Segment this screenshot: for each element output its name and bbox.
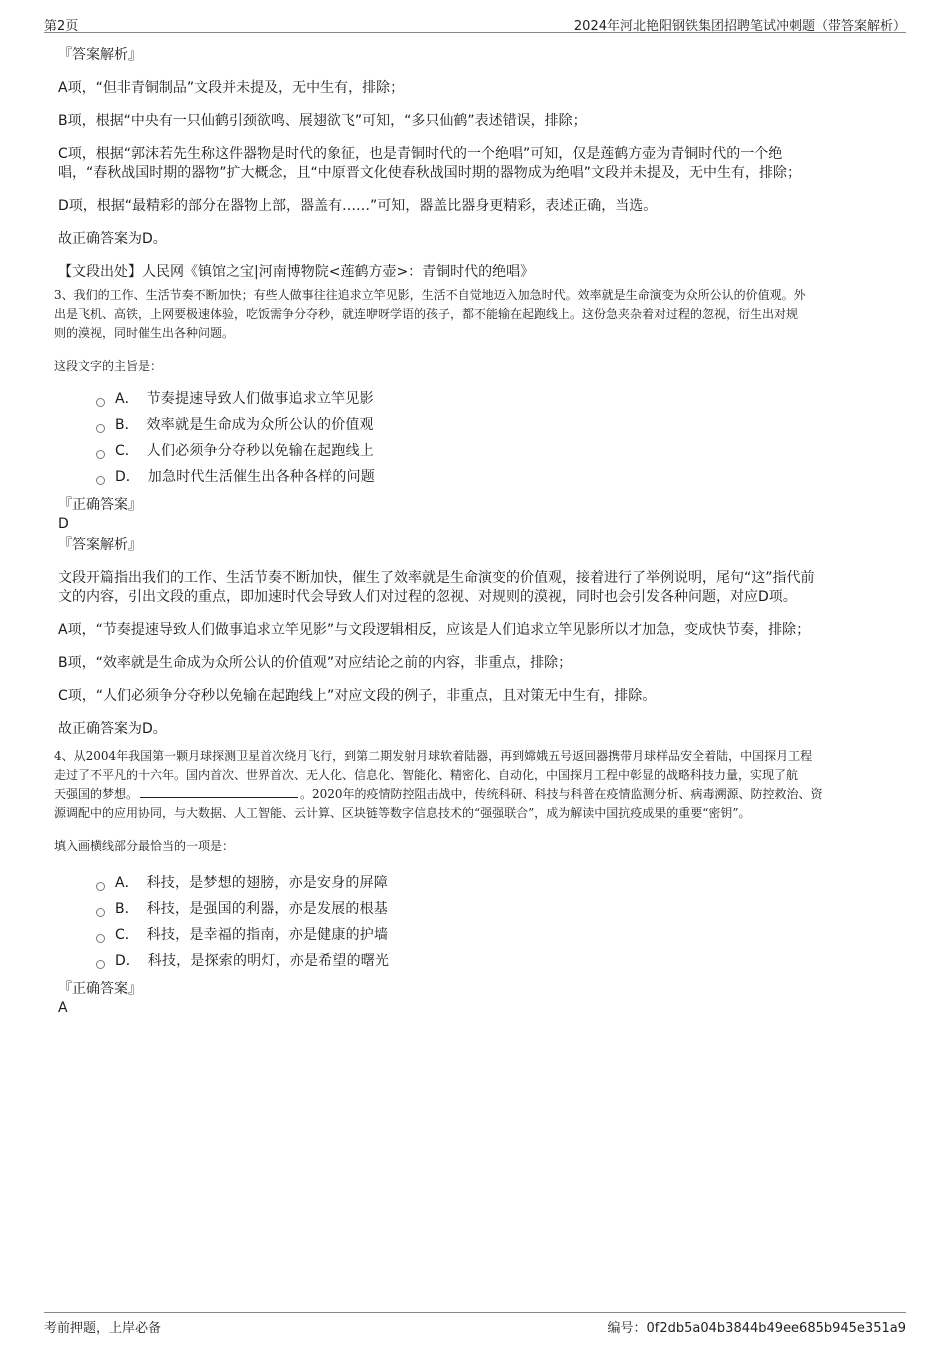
- radio-icon[interactable]: [96, 424, 105, 433]
- q2-analysis-label: 『答案解析』: [58, 47, 142, 63]
- q4-stem-line: 源调配中的应用协同，与大数据、人工智能、云计算、区块链等数字信息技术的“强强联合”，成为解读中国抗疫成果的重要“密钥”。: [54, 806, 751, 820]
- q3-answer-label: 『正确答案』: [58, 497, 142, 513]
- q3-analysis-2: 文的内容，引出文段的重点，即加速时代会导致人们对过程的忽视、对规则的漠视，同时也会引发各种问题，对应D项。: [58, 589, 797, 605]
- q2-conclusion: 故正确答案为D。: [58, 231, 167, 247]
- option-letter: C．: [115, 443, 139, 459]
- q3-answer: D: [58, 516, 69, 532]
- footer-slogan: 考前押题，上岸必备: [44, 1321, 162, 1336]
- page-content: [44, 44, 906, 1018]
- q3-analysis-label: 『答案解析』: [58, 537, 142, 553]
- q4-stem-text: 。2020年的疫情防控阻击战中，传统科研、科技与科普在疫情监测分析、病毒溯源、防控救治、资: [300, 787, 823, 801]
- q4-stem-text: 天强国的梦想。: [54, 787, 139, 801]
- q4-stem: [54, 747, 906, 823]
- radio-icon[interactable]: [96, 476, 105, 485]
- q2-analysis-d: D项，根据“最精彩的部分在器物上部，器盖有……”可知，器盖比器身更精彩，表述正确，当选。: [58, 198, 658, 214]
- q2-analysis-a: A项，“但非青铜制品”文段并未提及，无中生有，排除；: [58, 80, 405, 96]
- q3-stem-line: 3、我们的工作、生活节奏不断加快；有些人做事往往追求立竿见影，生活不自觉地迈入加急时代。效率就是生命演变为众所公认的价值观。外: [54, 288, 806, 302]
- document-title: 2024年河北艳阳钢铁集团招聘笔试冲刺题（带答案解析）: [573, 19, 906, 34]
- option-letter: C．: [115, 927, 139, 943]
- page-footer: [44, 1312, 906, 1339]
- q3-question: 这段文字的主旨是：: [54, 359, 163, 373]
- radio-icon[interactable]: [96, 882, 105, 891]
- q4-option-a[interactable]: [96, 870, 906, 896]
- q3-analysis-1: 文段开篇指出我们的工作、生活节奏不断加快，催生了效率就是生命演变的价值观，接着进行了举例说明，尾句“这”指代前: [58, 570, 815, 586]
- radio-icon[interactable]: [96, 398, 105, 407]
- q4-stem-line: [54, 785, 906, 804]
- option-text: 科技，是探索的明灯，亦是希望的曙光: [147, 953, 390, 969]
- option-text: 人们必须争分夺秒以免输在起跑线上: [146, 443, 374, 459]
- radio-icon[interactable]: [96, 450, 105, 459]
- q3-stem: [54, 286, 906, 343]
- radio-icon[interactable]: [96, 960, 105, 969]
- q3-analysis-b: B项，“效率就是生命成为众所公认的价值观”对应结论之前的内容，非重点，排除；: [58, 655, 573, 671]
- q2-analysis-c1: C项，根据“郭沫若先生称这件器物是时代的象征，也是青铜时代的一个绝唱”可知，仅是莲鹤方壶为青铜时代的一个绝: [58, 146, 783, 162]
- option-text: 科技，是梦想的翅膀，亦是安身的屏障: [146, 875, 388, 891]
- radio-icon[interactable]: [96, 908, 105, 917]
- q2-analysis-b: B项，根据“中央有一只仙鹤引颈欲鸣、展翅欲飞”可知，“多只仙鹤”表述错误，排除；: [58, 113, 587, 129]
- q3-analysis-c: C项，“人们必须争分夺秒以免输在起跑线上”对应文段的例子，非重点，且对策无中生有，排除。: [58, 688, 657, 704]
- q3-option-a[interactable]: [96, 386, 906, 412]
- option-text: 节奏提速导致人们做事追求立竿见影: [146, 391, 374, 407]
- q3-option-b[interactable]: [96, 412, 906, 438]
- page-number: 第2页: [44, 19, 79, 34]
- option-text: 科技，是强国的利器，亦是发展的根基: [146, 901, 389, 917]
- q3-analysis-a: A项，“节奏提速导致人们做事追求立竿见影”与文段逻辑相反，应该是人们追求立竿见影所以才加急，变成快节奏，排除；: [58, 622, 811, 638]
- q3-conclusion: 故正确答案为D。: [58, 721, 167, 737]
- option-text: 效率就是生命成为众所公认的价值观: [146, 417, 374, 433]
- page-header: [44, 12, 906, 33]
- q4-question: 填入画横线部分最恰当的一项是：: [54, 839, 235, 853]
- option-letter: D．: [115, 469, 140, 485]
- q2-analysis-c2: 唱，“春秋战国时期的器物”扩大概念，且“中原晋文化使春秋战国时期的器物成为绝唱”文段并未提及，无中生有，排除；: [58, 165, 802, 181]
- q4-option-b[interactable]: [96, 896, 906, 922]
- q3-option-c[interactable]: [96, 438, 906, 464]
- q4-options: [96, 870, 906, 974]
- option-letter: B．: [115, 901, 139, 917]
- document-code: 编号：0f2db5a04b3844b49ee685b945e351a9: [607, 1321, 906, 1336]
- q4-answer-label: 『正确答案』: [58, 981, 142, 997]
- option-text: 加急时代生活催生出各种各样的问题: [147, 469, 375, 485]
- option-letter: A．: [115, 875, 139, 891]
- q4-answer: A: [58, 1000, 68, 1016]
- q3-option-d[interactable]: [96, 464, 906, 490]
- q4-option-d[interactable]: [96, 948, 906, 974]
- fill-blank[interactable]: [140, 785, 298, 798]
- option-letter: B．: [115, 417, 139, 433]
- option-letter: A．: [115, 391, 139, 407]
- q3-options: [96, 386, 906, 490]
- radio-icon[interactable]: [96, 934, 105, 943]
- q3-stem-line: 则的漠视，同时催生出各种问题。: [54, 326, 235, 340]
- option-letter: D．: [115, 953, 140, 969]
- q3-stem-line: 出是飞机、高铁，上网要极速体验，吃饭需争分夺秒，就连咿呀学语的孩子，都不能输在起跑线上。这份急夹杂着对过程的忽视，衍生出对规: [54, 307, 799, 321]
- q2-source: 【文段出处】人民网《镇馆之宝|河南博物院<莲鹤方壶>：青铜时代的绝唱》: [58, 264, 535, 280]
- option-text: 科技，是幸福的指南，亦是健康的护墙: [146, 927, 389, 943]
- q4-stem-line: 走过了不平凡的十六年。国内首次、世界首次、无人化、信息化、智能化、精密化、自动化，中国探月工程中彰显的战略科技力量，实现了航: [54, 768, 799, 782]
- q4-option-c[interactable]: [96, 922, 906, 948]
- q4-stem-line: 4、从2004年我国第一颗月球探测卫星首次绕月飞行，到第二期发射月球软着陆器，再到嫦娥五号返回器携带月球样品安全着陆，中国探月工程: [54, 749, 813, 763]
